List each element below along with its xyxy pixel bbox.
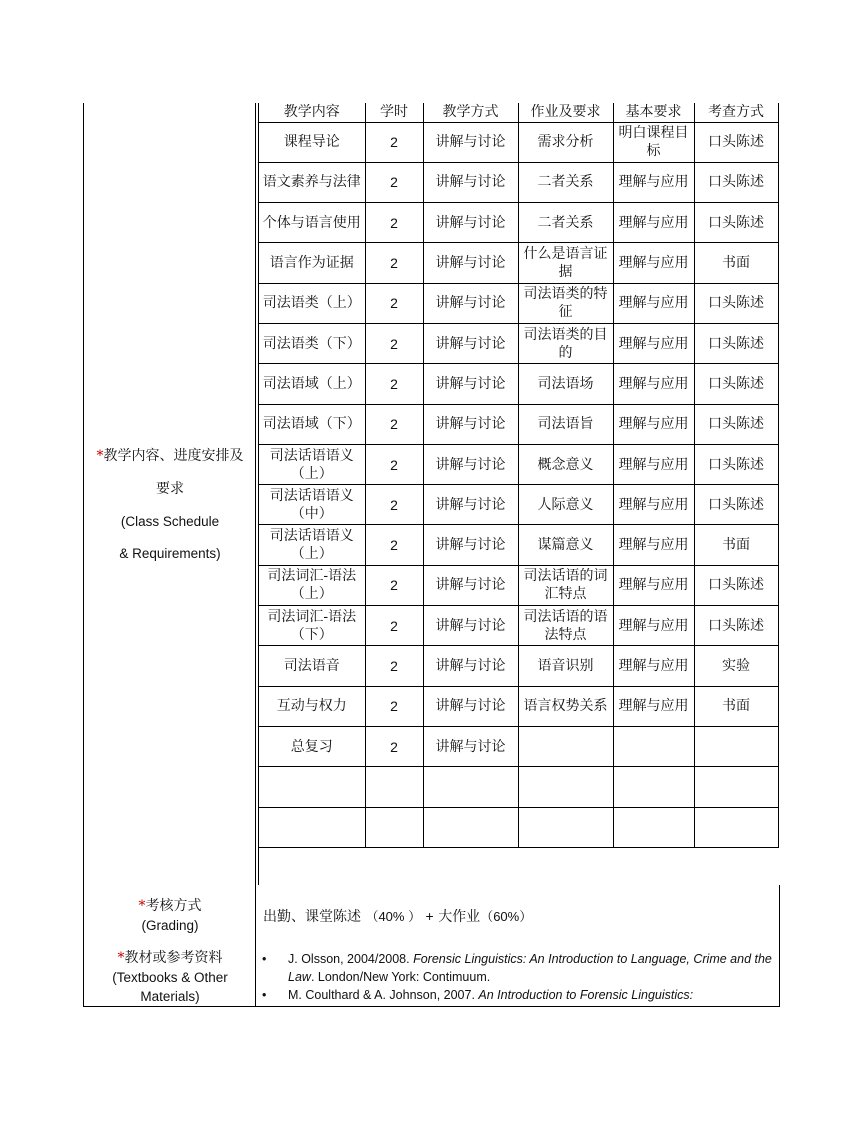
header-assignment: 作业及要求 [518,103,613,122]
header-basic-requirement: 基本要求 [613,103,694,122]
cell-requirement: 理解与应用 [613,162,694,202]
frame-bottom-border [83,1006,780,1007]
cell-assignment: 二者关系 [518,162,613,202]
cell-assignment: 概念意义 [518,444,613,484]
cell-content: 司法话语语义（上） [259,444,365,484]
grading-pct-b: （60%） [480,909,533,924]
cell-hours: 2 [365,606,423,646]
materials-label-cn: 教材或参考资料 [124,950,223,966]
cell-method: 讲解与讨论 [423,203,518,243]
cell-content: 司法话语语义（中） [259,485,365,525]
cell-content: 语言作为证据 [259,243,365,283]
cell-method: 讲解与讨论 [423,243,518,283]
cell-method: 讲解与讨论 [423,364,518,404]
cell-assignment: 司法语旨 [518,404,613,444]
cell-assignment: 司法语场 [518,364,613,404]
reference-author: J. Olsson, 2004/2008. [288,952,414,966]
cell-assessment: 口头陈述 [694,485,778,525]
cell-assessment: 口头陈述 [694,444,778,484]
cell-hours: 2 [365,485,423,525]
table-header-row [259,103,778,122]
table-row [259,485,778,525]
required-mark: * [138,898,146,914]
materials-label-en-1: (Textbooks & Other [112,970,228,985]
cell-assignment: 语言权势关系 [518,686,613,726]
table-row [259,162,778,202]
cell-assessment [694,726,778,766]
cell-content: 个体与语言使用 [259,203,365,243]
cell-assignment: 什么是语言证据 [518,243,613,283]
cell-content: 司法语音 [259,646,365,686]
table-row [259,525,778,565]
bullet-icon: • [262,952,267,966]
reference-item [262,986,774,1004]
cell-content: 司法语类（上） [259,283,365,323]
cell-content: 课程导论 [259,122,365,162]
reference-list [262,950,774,1004]
cell-requirement: 明白课程目标 [613,122,694,162]
cell-method: 讲解与讨论 [423,646,518,686]
table-row [259,323,778,363]
grading-part-b: 大作业 [438,909,481,925]
cell-method [423,767,518,807]
cell-requirement: 理解与应用 [613,323,694,363]
cell-assignment [518,767,613,807]
grading-label-en: (Grading) [141,918,199,933]
cell-method: 讲解与讨论 [423,323,518,363]
cell-requirement [613,767,694,807]
cell-method: 讲解与讨论 [423,444,518,484]
required-mark: * [96,448,104,464]
cell-content: 司法语域（下） [259,404,365,444]
cell-requirement: 理解与应用 [613,364,694,404]
cell-content: 司法语域（上） [259,364,365,404]
grading-plus: + [425,908,434,924]
table-row [259,565,778,605]
schedule-table [259,103,779,848]
cell-hours: 2 [365,726,423,766]
frame-divider [255,103,256,1007]
cell-assessment: 口头陈述 [694,323,778,363]
cell-requirement: 理解与应用 [613,243,694,283]
cell-requirement: 理解与应用 [613,525,694,565]
cell-assignment: 司法语类的特征 [518,283,613,323]
cell-assessment: 口头陈述 [694,606,778,646]
cell-assessment: 口头陈述 [694,404,778,444]
cell-hours: 2 [365,444,423,484]
cell-content: 语文素养与法律 [259,162,365,202]
grading-pct-a: （40% ） [365,909,422,924]
cell-method: 讲解与讨论 [423,162,518,202]
cell-hours: 2 [365,404,423,444]
cell-content [259,767,365,807]
cell-hours: 2 [365,364,423,404]
cell-hours: 2 [365,525,423,565]
schedule-label-en-2: & Requirements) [119,546,221,561]
cell-assessment: 书面 [694,686,778,726]
cell-hours: 2 [365,323,423,363]
cell-hours: 2 [365,565,423,605]
cell-method: 讲解与讨论 [423,525,518,565]
cell-assessment: 口头陈述 [694,364,778,404]
cell-requirement [613,807,694,847]
bullet-icon: • [262,988,267,1002]
grading-text [263,906,532,926]
cell-assessment: 口头陈述 [694,122,778,162]
table-row [259,686,778,726]
cell-assessment: 口头陈述 [694,162,778,202]
table-row [259,404,778,444]
cell-requirement: 理解与应用 [613,485,694,525]
cell-method: 讲解与讨论 [423,122,518,162]
cell-hours: 2 [365,686,423,726]
reference-item [262,950,774,986]
frame-right-border [779,885,780,1007]
cell-requirement: 理解与应用 [613,283,694,323]
cell-assessment: 书面 [694,525,778,565]
cell-method: 讲解与讨论 [423,404,518,444]
cell-method: 讲解与讨论 [423,686,518,726]
cell-requirement: 理解与应用 [613,646,694,686]
cell-method: 讲解与讨论 [423,565,518,605]
cell-assessment [694,807,778,847]
cell-assignment: 司法话语的语法特点 [518,606,613,646]
header-content: 教学内容 [259,103,365,122]
grading-label-cn: 考核方式 [145,898,202,914]
cell-assessment: 口头陈述 [694,283,778,323]
grading-part-a: 出勤、课堂陈述 [263,909,361,925]
cell-hours [365,767,423,807]
cell-content [259,807,365,847]
cell-requirement [613,726,694,766]
cell-content: 司法词汇-语法（上） [259,565,365,605]
table-row [259,283,778,323]
cell-hours: 2 [365,283,423,323]
cell-content: 司法词汇-语法（下） [259,606,365,646]
header-hours: 学时 [365,103,423,122]
table-row [259,646,778,686]
table-row [259,122,778,162]
cell-hours [365,807,423,847]
schedule-label [86,440,254,570]
cell-method: 讲解与讨论 [423,606,518,646]
cell-hours: 2 [365,646,423,686]
cell-requirement: 理解与应用 [613,686,694,726]
schedule-label-cn-2: 要求 [156,481,184,497]
table-row [259,203,778,243]
cell-assignment: 人际意义 [518,485,613,525]
table-row [259,364,778,404]
cell-assignment: 谋篇意义 [518,525,613,565]
cell-requirement: 理解与应用 [613,565,694,605]
cell-hours: 2 [365,162,423,202]
table-row [259,243,778,283]
cell-hours: 2 [365,122,423,162]
cell-assessment [694,767,778,807]
cell-method: 讲解与讨论 [423,726,518,766]
cell-assignment: 二者关系 [518,203,613,243]
cell-method: 讲解与讨论 [423,283,518,323]
cell-content: 司法语类（下） [259,323,365,363]
table-row [259,444,778,484]
materials-label-en-2: Materials) [140,989,200,1004]
cell-content: 司法话语语义（上） [259,525,365,565]
reference-title: An Introduction to Forensic Linguistics: [478,988,694,1002]
schedule-label-en-1: (Class Schedule [120,514,220,529]
cell-method: 讲解与讨论 [423,485,518,525]
cell-assessment: 口头陈述 [694,565,778,605]
header-method: 教学方式 [423,103,518,122]
cell-assignment: 司法语类的目的 [518,323,613,363]
grading-label [86,897,254,935]
cell-assessment: 实验 [694,646,778,686]
cell-requirement: 理解与应用 [613,444,694,484]
cell-content: 互动与权力 [259,686,365,726]
cell-requirement: 理解与应用 [613,404,694,444]
table-row [259,767,778,807]
cell-assignment [518,726,613,766]
cell-method [423,807,518,847]
cell-requirement: 理解与应用 [613,606,694,646]
cell-assessment: 口头陈述 [694,203,778,243]
cell-hours: 2 [365,203,423,243]
cell-content: 总复习 [259,726,365,766]
reference-publisher: . London/New York: Contimuum. [310,970,491,984]
cell-assignment [518,807,613,847]
table-row [259,606,778,646]
schedule-label-cn-1: 教学内容、进度安排及 [103,448,244,464]
frame-left-border [83,103,84,1007]
materials-label [86,949,254,1006]
reference-author: M. Coulthard & A. Johnson, 2007. [288,988,479,1002]
cell-requirement: 理解与应用 [613,203,694,243]
table-row [259,726,778,766]
cell-assessment: 书面 [694,243,778,283]
cell-hours: 2 [365,243,423,283]
table-row [259,807,778,847]
required-mark: * [117,950,125,966]
reference-title: Forensic Linguistics: An Introduction to Language, Crime and the Law [288,952,772,984]
cell-assignment: 需求分析 [518,122,613,162]
header-assessment: 考查方式 [694,103,778,122]
cell-assignment: 语音识别 [518,646,613,686]
cell-assignment: 司法话语的词汇特点 [518,565,613,605]
